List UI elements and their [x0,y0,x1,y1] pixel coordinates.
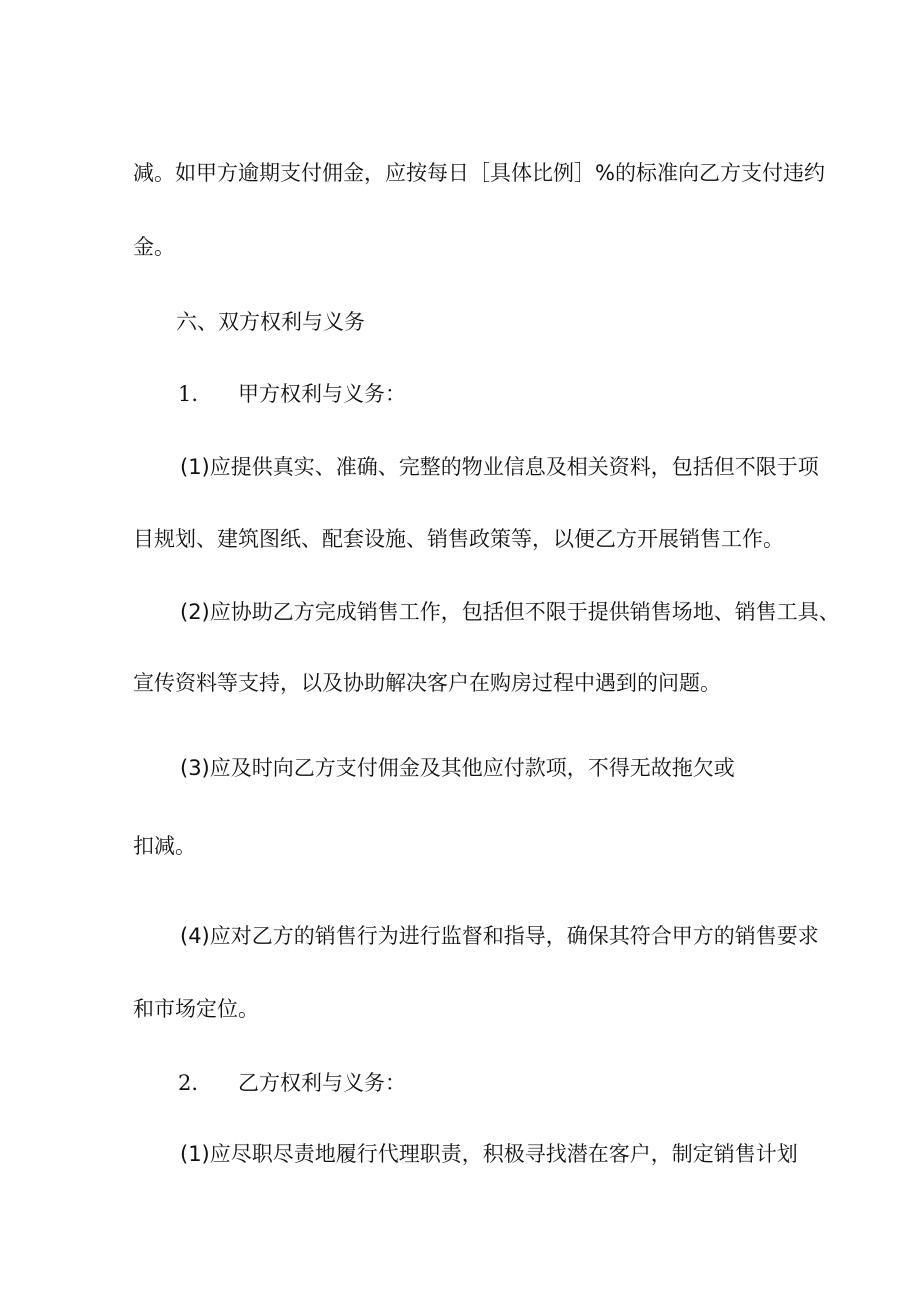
list-number: 2. [178,1071,199,1095]
paragraph-line: 和市场定位。 [133,997,259,1021]
paragraph-line: (1)应提供真实、准确、完整的物业信息及相关资料，包括但不限于项 [180,455,819,479]
paragraph-line: 目规划、建筑图纸、配套设施、销售政策等，以便乙方开展销售工作。 [133,527,784,551]
paragraph-line: (3)应及时向乙方支付佣金及其他应付款项，不得无故拖欠或 [180,756,735,780]
paragraph-line: (1)应尽职尽责地履行代理职责，积极寻找潜在客户，制定销售计划 [180,1142,798,1166]
section-heading: 六、双方权利与义务 [176,310,365,334]
list-number: 1. [178,382,199,406]
paragraph-line: 宣传资料等支持，以及协助解决客户在购房过程中遇到的问题。 [133,671,721,695]
paragraph-line: (4)应对乙方的销售行为进行监督和指导，确保其符合甲方的销售要求 [180,924,819,948]
subsection-heading [178,1068,406,1098]
subsection-heading [178,379,406,409]
subsection-title: 甲方权利与义务： [238,382,407,406]
paragraph-line: 金。 [133,235,175,259]
paragraph-line: 减。如甲方逾期支付佣金，应按每日［具体比例］%的标准向乙方支付违约 [133,161,825,185]
paragraph-line: (2)应协助乙方完成销售工作，包括但不限于提供销售场地、销售工具、 [180,600,840,624]
subsection-title: 乙方权利与义务： [238,1071,407,1095]
paragraph-line: 扣减。 [133,834,196,858]
